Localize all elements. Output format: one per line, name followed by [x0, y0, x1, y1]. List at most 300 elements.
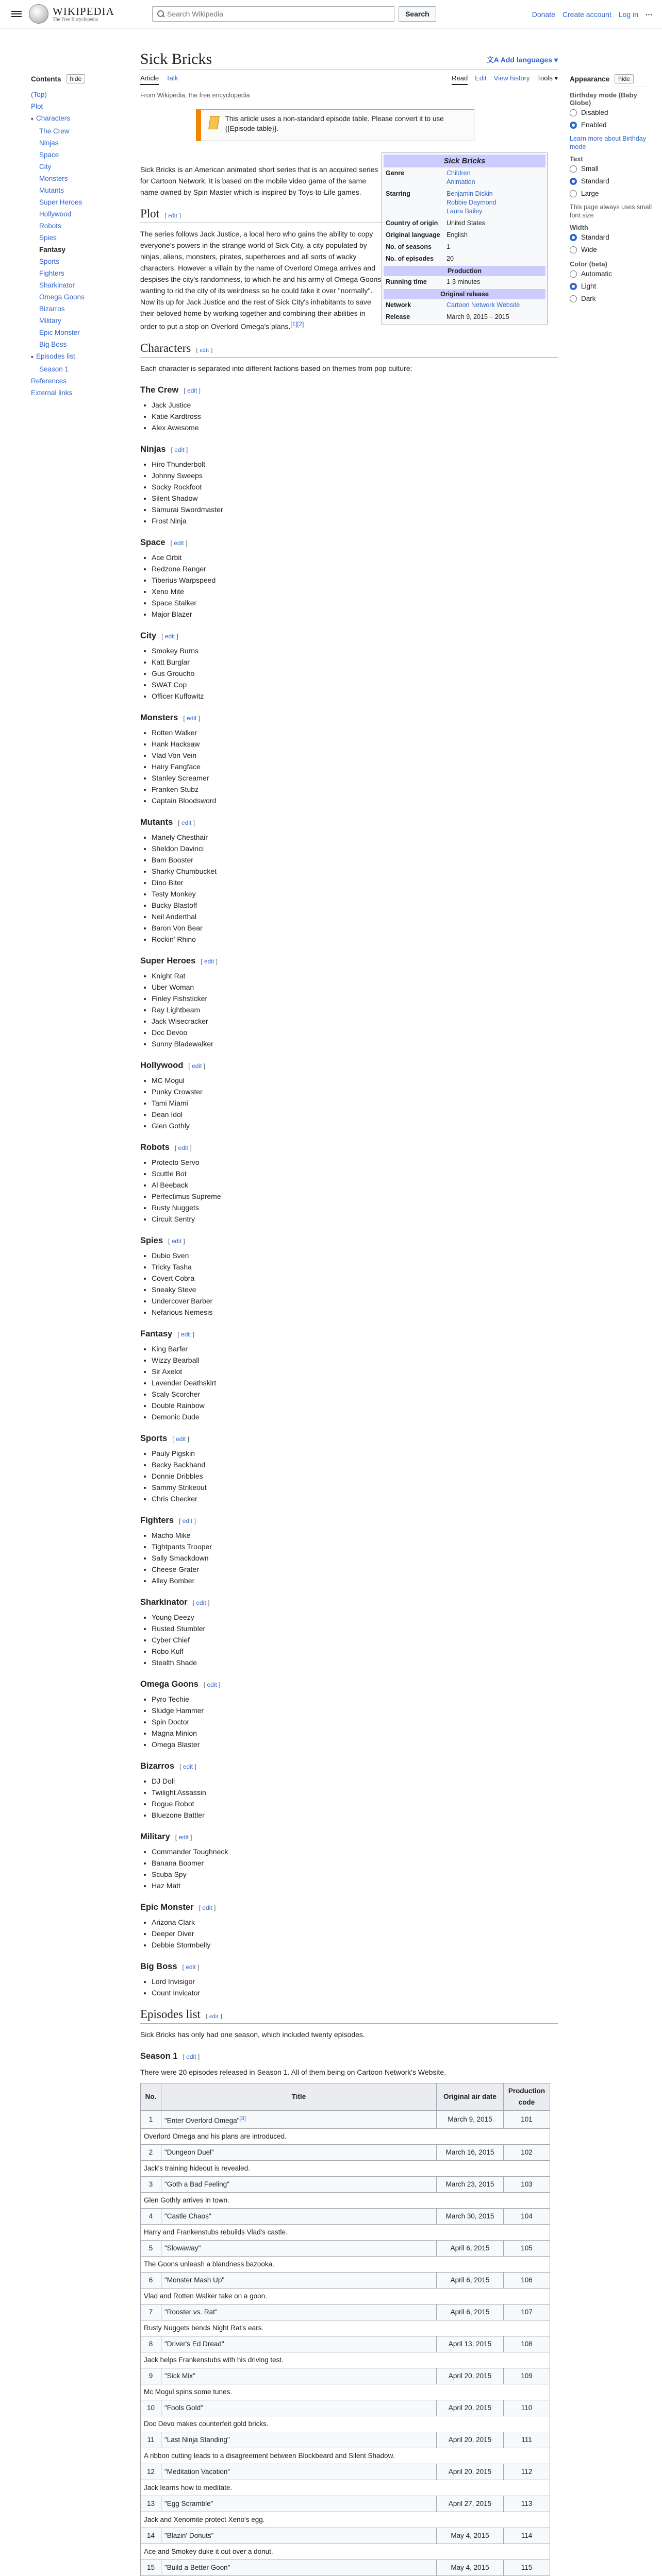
- list-item: • Finley Fishsticker: [152, 993, 558, 1004]
- edit-link[interactable]: edit: [178, 1833, 189, 1841]
- list-item: • Officer Kuffowitz: [152, 690, 558, 702]
- toc-item[interactable]: [31, 220, 108, 232]
- character-list: [152, 1530, 558, 1586]
- list-item: • Bucky Blastoff: [152, 900, 558, 911]
- toc-item[interactable]: [31, 387, 108, 399]
- infobox-label: Starring: [386, 190, 410, 197]
- notice-icon: [206, 114, 220, 134]
- list-item: • Glen Gothly: [152, 1120, 558, 1131]
- toc-item[interactable]: [31, 291, 108, 303]
- episode-number: 5: [141, 2241, 161, 2257]
- toc-item[interactable]: [31, 100, 108, 112]
- episode-summary: Jack's training hideout is revealed.: [141, 2161, 550, 2177]
- episode-air-date: May 4, 2015: [437, 2528, 504, 2544]
- characters-intro: Each character is separated into different factions based on themes from pop culture:: [140, 364, 412, 372]
- list-item: • Sharky Chumbucket: [152, 866, 558, 877]
- tab-edit[interactable]: Edit: [475, 74, 487, 82]
- notice-text: This article uses a non-standard episode table. Please convert it to use {{Episode table}}.: [225, 115, 444, 132]
- list-item: • Dubio Sven: [152, 1250, 558, 1261]
- list-item: • Commander Toughneck: [152, 1846, 558, 1857]
- list-item: • Samurai Swordmaster: [152, 504, 558, 515]
- list-item: • Uber Woman: [152, 981, 558, 993]
- list-item: • King Barfer: [152, 1343, 558, 1354]
- list-item: • Spin Doctor: [152, 1716, 558, 1727]
- radio-icon[interactable]: [570, 190, 577, 197]
- edit-section: [ edit ]: [179, 1517, 196, 1524]
- list-item: • Rockin' Rhino: [152, 934, 558, 945]
- infobox-production-header: Production: [384, 266, 545, 276]
- create-account-link[interactable]: Create account: [562, 10, 611, 19]
- episode-summary-row: [141, 2480, 550, 2496]
- edit-section: [ edit ]: [184, 386, 201, 394]
- list-item: • Deeper Diver: [152, 1928, 558, 1939]
- site-tagline: The Free Encyclopedia: [53, 17, 98, 22]
- tab-talk[interactable]: Talk: [166, 74, 178, 82]
- appearance-option[interactable]: [570, 280, 652, 293]
- expand-icon[interactable]: ▾: [31, 354, 34, 360]
- faction-heading: Mutants [ edit ]: [140, 817, 195, 827]
- episode-number: 11: [141, 2432, 161, 2448]
- episode-summary: Harry and Frankenstubs rebuilds Vlad's castle.: [141, 2225, 550, 2241]
- tab-tools[interactable]: Tools ▾: [537, 74, 558, 82]
- list-item: • Jack Justice: [152, 399, 558, 411]
- appearance-option[interactable]: [570, 231, 652, 244]
- episode-air-date: April 6, 2015: [437, 2273, 504, 2289]
- list-item: • Hairy Fangface: [152, 761, 558, 772]
- col-title: Title: [161, 2083, 437, 2110]
- list-item: • Lavender Deathskirt: [152, 1377, 558, 1388]
- list-item: • Al Beeback: [152, 1179, 558, 1191]
- appearance-option[interactable]: [570, 188, 652, 200]
- toc-item-label[interactable]: Big Boss: [39, 341, 67, 348]
- radio-icon[interactable]: [570, 283, 577, 290]
- episodes-table: [140, 2083, 550, 2576]
- appearance-hide-button[interactable]: hide: [615, 74, 634, 83]
- list-item: • Undercover Barber: [152, 1295, 558, 1307]
- list-item: • Pauly Pigskin: [152, 1448, 558, 1459]
- infobox-value[interactable]: Children Animation: [446, 170, 475, 185]
- toc-item[interactable]: [31, 196, 108, 208]
- edit-section: [ edit ]: [171, 446, 188, 453]
- toc-item-label[interactable]: Characters: [36, 114, 71, 122]
- appearance-option[interactable]: [570, 293, 652, 305]
- faction-heading: Sports [ edit ]: [140, 1433, 189, 1443]
- edit-section: [ edit ]: [168, 1237, 185, 1245]
- toc-item-label[interactable]: Episodes list: [36, 352, 75, 360]
- episode-title: "Fools Gold": [161, 2400, 437, 2416]
- character-list: [152, 1157, 558, 1225]
- edit-link[interactable]: edit: [171, 1237, 182, 1245]
- list-item: • Double Rainbow: [152, 1400, 558, 1411]
- list-item: • Bam Booster: [152, 854, 558, 866]
- list-item: • Sunny Bladewalker: [152, 1038, 558, 1049]
- toc-item-label[interactable]: Super Heroes: [39, 198, 82, 206]
- character-list: [152, 727, 558, 806]
- toc-item-label[interactable]: External links: [31, 389, 73, 397]
- edit-section: [ edit ]: [175, 1833, 192, 1841]
- list-item: • Alley Bomber: [152, 1575, 558, 1586]
- edit-link[interactable]: edit: [196, 1599, 206, 1606]
- episode-summary-row: [141, 2448, 550, 2464]
- edit-link[interactable]: edit: [178, 1144, 188, 1151]
- donate-link[interactable]: Donate: [532, 10, 555, 19]
- toc-title: Contents: [31, 75, 61, 83]
- option-label: Wide: [581, 246, 597, 253]
- toc-item[interactable]: [31, 279, 108, 291]
- list-item: • Punky Crowster: [152, 1086, 558, 1097]
- toc-item-label[interactable]: References: [31, 377, 67, 385]
- character-list: [152, 1448, 558, 1504]
- list-item: • Franken Stubz: [152, 784, 558, 795]
- plot-paragraph: The series follows Jack Justice, a local hero who gains the ability to copy everyone's powers in the strange world of Sick City, a city populated by ninjas, aliens, monsters, pirates, superheroes and all sorts of wacky characters. However a villain by the name of Overlord Omega arrives and despises the city's randomness, to which he and his army of Omega Goons wanting to rid the city of its weirdness so he could take it over "normally". Now its up for Jack Justice and the rest of Sick City's inhabitants to save their beloved home by working together and combining their abilities in order to put a stop on Overlord Omega's plans.[1][2]: [140, 230, 382, 331]
- article-body: [140, 150, 558, 2576]
- list-item: • Circuit Sentry: [152, 1213, 558, 1225]
- globe-icon: [29, 4, 48, 24]
- episode-summary: Doc Devo makes counterfeit gold bricks.: [141, 2416, 550, 2432]
- episode-summary: Mc Mogul spins some tunes.: [141, 2384, 550, 2400]
- appearance-option[interactable]: [570, 107, 652, 119]
- toc-item-label[interactable]: Bizarros: [39, 305, 65, 313]
- add-languages-button[interactable]: 文A Add languages ▾: [486, 56, 558, 64]
- character-list: [152, 552, 558, 620]
- table-row: [141, 2528, 550, 2544]
- episode-title: "Build a Better Goon": [161, 2560, 437, 2576]
- edit-link[interactable]: edit: [192, 1062, 202, 1070]
- edit-link[interactable]: edit: [182, 1517, 193, 1524]
- edit-link[interactable]: edit: [183, 1762, 193, 1770]
- toc-item[interactable]: [31, 125, 108, 137]
- search-input[interactable]: [167, 10, 394, 18]
- edit-link[interactable]: edit: [181, 819, 192, 826]
- radio-icon[interactable]: [570, 165, 577, 173]
- table-row: [141, 2400, 550, 2416]
- episode-title: "Dungeon Duel": [161, 2145, 437, 2161]
- episode-summary-row: [141, 2384, 550, 2400]
- toc-item-label[interactable]: Epic Monster: [39, 329, 80, 336]
- edit-link[interactable]: edit: [209, 2012, 219, 2020]
- episode-summary: Overlord Omega and his plans are introduced.: [141, 2129, 550, 2145]
- episode-production-code: 110: [504, 2400, 550, 2416]
- toc-item[interactable]: [31, 173, 108, 184]
- faction-heading: Ninjas [ edit ]: [140, 444, 188, 454]
- character-list: [152, 832, 558, 945]
- edit-link[interactable]: edit: [174, 539, 184, 547]
- appearance-option[interactable]: [570, 244, 652, 256]
- infobox-value: 1: [446, 243, 450, 250]
- toc-item-label[interactable]: The Crew: [39, 127, 70, 135]
- toc-item[interactable]: [31, 89, 108, 100]
- infobox-label: No. of seasons: [386, 243, 432, 250]
- edit-section: [ edit ]: [172, 1435, 189, 1443]
- episode-summary: Glen Gothly arrives in town.: [141, 2193, 550, 2209]
- toc-item-label[interactable]: Fantasy: [39, 246, 66, 253]
- list-item: • Johnny Sweeps: [152, 470, 558, 481]
- login-link[interactable]: Log in: [618, 10, 638, 19]
- toc-item-label[interactable]: Monsters: [39, 175, 68, 182]
- toc-item[interactable]: [31, 137, 108, 149]
- character-list: [152, 1250, 558, 1318]
- list-item: • MC Mogul: [152, 1075, 558, 1086]
- table-row: [141, 2432, 550, 2448]
- toc-item-label[interactable]: Mutants: [39, 187, 64, 194]
- edit-link[interactable]: edit: [186, 2053, 196, 2060]
- tab-read[interactable]: Read: [452, 74, 468, 85]
- infobox-value[interactable]: Benjamin Diskin Robbie Daymond Laura Bailey: [446, 190, 496, 215]
- text-size-note: This page always uses small font size: [570, 204, 652, 219]
- edit-link[interactable]: edit: [187, 714, 197, 722]
- edit-link[interactable]: edit: [187, 386, 197, 394]
- episode-number: 8: [141, 2336, 161, 2352]
- character-list: [152, 1075, 558, 1131]
- table-row: [141, 2368, 550, 2384]
- appearance-option[interactable]: [570, 175, 652, 188]
- edit-section: [ edit ]: [203, 1681, 221, 1688]
- edit-link[interactable]: edit: [168, 212, 178, 219]
- list-item: • Haz Matt: [152, 1880, 558, 1891]
- episode-title: "Slowaway": [161, 2241, 437, 2257]
- toc-hide-button[interactable]: hide: [67, 74, 86, 83]
- edit-link[interactable]: edit: [174, 446, 185, 453]
- list-item: • Cyber Chief: [152, 1634, 558, 1646]
- toc-item-label[interactable]: Space: [39, 151, 59, 159]
- plot-heading: Plot [ edit ]: [140, 208, 383, 223]
- list-item: • Rusty Nuggets: [152, 1202, 558, 1213]
- episode-title: "Sick Mix": [161, 2368, 437, 2384]
- toc-item-label[interactable]: City: [39, 163, 52, 171]
- table-row: [141, 2110, 550, 2129]
- expand-icon[interactable]: ▾: [31, 116, 34, 122]
- appearance-option[interactable]: [570, 163, 652, 175]
- list-item: • Chris Checker: [152, 1493, 558, 1504]
- tab-view-history[interactable]: View history: [493, 74, 530, 82]
- toc-item-label[interactable]: (Top): [31, 91, 47, 98]
- list-item: • Sally Smackdown: [152, 1552, 558, 1564]
- table-row: [141, 2464, 550, 2480]
- toc-item-label[interactable]: Military: [39, 317, 61, 325]
- episode-summary: A ribbon cutting leads to a disagreement between Blockbeard and Silent Shadow.: [141, 2448, 550, 2464]
- infobox-value[interactable]: Cartoon Network Website: [446, 301, 520, 309]
- toc-list: [31, 89, 108, 399]
- episode-summary: Ace and Smokey duke it out over a donut.: [141, 2544, 550, 2560]
- faction-heading: Monsters [ edit ]: [140, 713, 201, 722]
- toc-item-label[interactable]: Sports: [39, 258, 60, 265]
- toc-item-label[interactable]: Fighters: [39, 269, 64, 277]
- toc-item-label[interactable]: Sharkinator: [39, 281, 75, 289]
- table-row: [141, 2273, 550, 2289]
- episode-number: 6: [141, 2273, 161, 2289]
- toc-item-label[interactable]: Robots: [39, 222, 61, 230]
- list-item: • Donnie Dribbles: [152, 1470, 558, 1482]
- option-label: Standard: [581, 233, 609, 241]
- infobox-label: No. of episodes: [386, 255, 434, 262]
- site-wordmark: WIKIPEDIA: [53, 5, 114, 18]
- appearance-option[interactable]: [570, 119, 652, 131]
- list-item: • Nefarious Nemesis: [152, 1307, 558, 1318]
- episode-summary: Jack and Xenomite protect Xeno's egg.: [141, 2512, 550, 2528]
- list-item: • Twilight Assassin: [152, 1787, 558, 1798]
- toc-item-label[interactable]: Hollywood: [39, 210, 72, 218]
- lead-paragraph: Sick Bricks is an American animated short series that is an acquired series for Cartoon Network. It is based on the mobile video game of the same name owned by Spin Master which is inspired by Toys-to-Life games.: [140, 165, 378, 196]
- list-item: • Perfectimus Supreme: [152, 1191, 558, 1202]
- episode-summary-row: [141, 2289, 550, 2304]
- faction-heading: Bizarros [ edit ]: [140, 1761, 196, 1771]
- toc-item[interactable]: [31, 244, 108, 256]
- season-intro: There were 20 episodes released in Season 1. All of them being on Cartoon Network's Website.: [140, 2067, 446, 2076]
- character-list: [152, 459, 558, 527]
- birthday-mode-link[interactable]: Learn more about Birthday mode: [570, 135, 647, 150]
- edit-link[interactable]: edit: [164, 632, 175, 640]
- episode-title: "Egg Scramble": [161, 2496, 437, 2512]
- infobox-label: Running time: [386, 278, 427, 285]
- edit-section: [ edit ]: [178, 819, 195, 826]
- title-bar: [140, 49, 558, 70]
- episode-air-date: April 6, 2015: [437, 2241, 504, 2257]
- list-item: • Sheldon Davinci: [152, 843, 558, 854]
- character-list: [152, 399, 558, 433]
- toc-item[interactable]: [31, 161, 108, 173]
- appearance-option[interactable]: [570, 268, 652, 280]
- edit-section: [ edit ]: [182, 1963, 200, 1971]
- episode-title: "Monster Mash Up": [161, 2273, 437, 2289]
- episode-summary-row: [141, 2225, 550, 2241]
- list-item: • Count Invicator: [152, 1987, 558, 1998]
- episode-summary: Rusty Nuggets bends Night Rat's ears.: [141, 2320, 550, 2336]
- radio-icon[interactable]: [570, 270, 577, 278]
- episode-summary-row: [141, 2512, 550, 2528]
- episode-number: 10: [141, 2400, 161, 2416]
- edit-section: [ edit ]: [177, 1330, 195, 1338]
- episode-number: 9: [141, 2368, 161, 2384]
- faction-heading: Sharkinator [ edit ]: [140, 1597, 210, 1607]
- faction-heading: The Crew [ edit ]: [140, 385, 201, 395]
- toc-item[interactable]: [31, 256, 108, 267]
- toc-item-label[interactable]: Season 1: [39, 365, 69, 373]
- toc-item[interactable]: [31, 338, 108, 350]
- list-item: • Pyro Techie: [152, 1693, 558, 1705]
- list-item: • Gus Groucho: [152, 668, 558, 679]
- radio-icon[interactable]: [570, 295, 577, 302]
- toc-item-label[interactable]: Ninjas: [39, 139, 59, 147]
- list-item: • Major Blazer: [152, 608, 558, 620]
- table-row: [141, 2560, 550, 2576]
- toc-item[interactable]: [31, 327, 108, 338]
- list-item: • Testy Monkey: [152, 888, 558, 900]
- col-no: No.: [141, 2083, 161, 2110]
- table-row: [141, 2241, 550, 2257]
- episode-air-date: March 16, 2015: [437, 2145, 504, 2161]
- toc-item[interactable]: [31, 232, 108, 244]
- toc-item[interactable]: [31, 350, 108, 363]
- page-title: Sick Bricks: [140, 50, 212, 67]
- radio-icon[interactable]: [570, 109, 577, 116]
- toc-item[interactable]: [31, 363, 108, 375]
- radio-icon[interactable]: [570, 122, 577, 129]
- list-item: • Becky Backhand: [152, 1459, 558, 1470]
- episode-summary-row: [141, 2161, 550, 2177]
- site-header: [0, 0, 662, 29]
- infobox-label: Original language: [386, 231, 440, 239]
- appearance-title: Appearance: [570, 75, 610, 83]
- episode-production-code: 112: [504, 2464, 550, 2480]
- option-label: Light: [581, 282, 597, 290]
- faction-heading: Space [ edit ]: [140, 537, 188, 547]
- edit-section: [ edit ]: [188, 1062, 206, 1070]
- wikipedia-logo[interactable]: [29, 4, 114, 24]
- list-item: • Bluezone Battler: [152, 1809, 558, 1821]
- width-label: Width: [570, 224, 588, 231]
- toc-item[interactable]: [31, 303, 108, 315]
- col-date: Original air date: [437, 2083, 504, 2110]
- list-item: • Wizzy Bearball: [152, 1354, 558, 1366]
- infobox-label: Country of origin: [386, 219, 438, 227]
- episode-title: "Driver's Ed Dread": [161, 2336, 437, 2352]
- episode-air-date: April 13, 2015: [437, 2336, 504, 2352]
- toc-item[interactable]: [31, 208, 108, 220]
- main-menu-icon[interactable]: [11, 9, 22, 18]
- list-item: • Doc Devoo: [152, 1027, 558, 1038]
- toc-item[interactable]: [31, 315, 108, 327]
- list-item: • Tami Miami: [152, 1097, 558, 1109]
- episode-air-date: April 6, 2015: [437, 2304, 504, 2320]
- episode-title: "Enter Overlord Omega"[3]: [161, 2110, 437, 2129]
- toc-item[interactable]: [31, 149, 108, 161]
- birthday-mode-label: Birthday mode (Baby Globe): [570, 91, 637, 107]
- toc-item[interactable]: [31, 112, 108, 125]
- option-label: Disabled: [581, 109, 608, 116]
- edit-link[interactable]: edit: [207, 1681, 217, 1688]
- page-subtitle: From Wikipedia, the free encyclopedia: [140, 92, 250, 99]
- episode-title: "Last Ninja Standing": [161, 2432, 437, 2448]
- edit-section: [ edit ]: [192, 1599, 210, 1606]
- table-of-contents: [31, 74, 108, 399]
- infobox-value: March 9, 2015 – 2015: [446, 313, 509, 320]
- list-item: • Katt Burglar: [152, 656, 558, 668]
- toc-item-label[interactable]: Spies: [39, 234, 57, 242]
- radio-icon[interactable]: [570, 246, 577, 253]
- episode-title: "Blazin' Donuts": [161, 2528, 437, 2544]
- list-item: • Redzone Ranger: [152, 563, 558, 574]
- tab-article[interactable]: Article: [140, 74, 159, 85]
- edit-link[interactable]: edit: [186, 1963, 196, 1971]
- character-list: [152, 1343, 558, 1422]
- faction-heading: Big Boss [ edit ]: [140, 1961, 200, 1971]
- search-box: [152, 6, 394, 22]
- episode-production-code: 111: [504, 2432, 550, 2448]
- appearance-panel: [570, 74, 652, 305]
- edit-link[interactable]: edit: [181, 1330, 191, 1338]
- episodes-intro: Sick Bricks has only had one season, which included twenty episodes.: [140, 2030, 365, 2039]
- toc-item[interactable]: [31, 375, 108, 387]
- search-button[interactable]: Search: [399, 6, 436, 22]
- toc-item-label[interactable]: Plot: [31, 103, 43, 110]
- more-options-icon[interactable]: ···: [646, 10, 653, 19]
- toc-item[interactable]: [31, 267, 108, 279]
- edit-link[interactable]: edit: [204, 957, 214, 965]
- toc-item-label[interactable]: Omega Goons: [39, 293, 85, 301]
- table-row: [141, 2209, 550, 2225]
- radio-icon[interactable]: [570, 234, 577, 241]
- edit-link[interactable]: edit: [200, 346, 209, 353]
- list-item: • Sneaky Steve: [152, 1284, 558, 1295]
- infobox-label: Release: [386, 313, 410, 320]
- radio-icon[interactable]: [570, 178, 577, 185]
- episode-title: "Goth a Bad Feeling": [161, 2177, 437, 2193]
- toc-item[interactable]: [31, 184, 108, 196]
- episode-ref[interactable]: [3]: [239, 2115, 246, 2122]
- edit-link[interactable]: edit: [175, 1435, 186, 1443]
- edit-link[interactable]: edit: [202, 1904, 212, 1911]
- user-links: [532, 10, 653, 19]
